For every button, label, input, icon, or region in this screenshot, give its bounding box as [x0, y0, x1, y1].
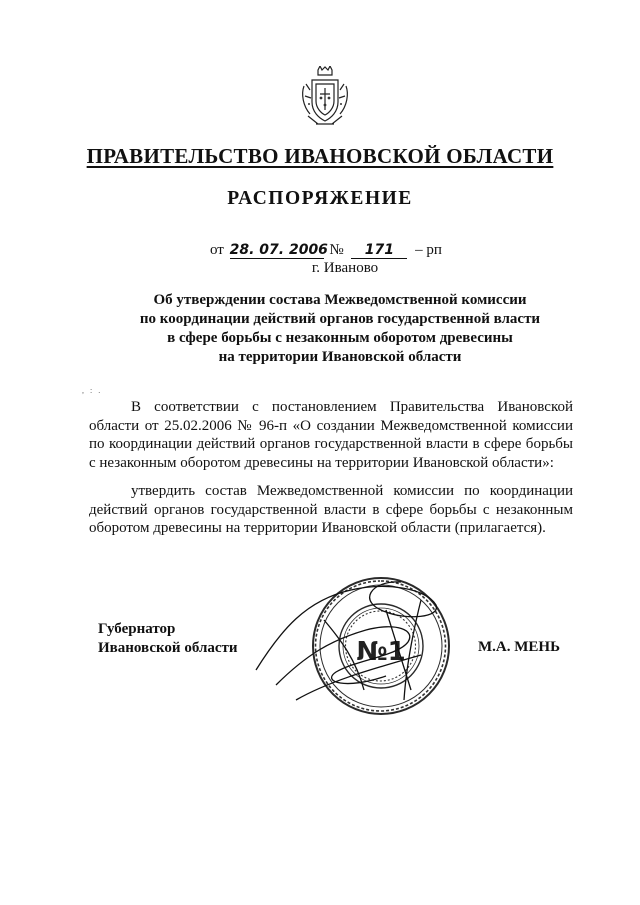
body-paragraph: утвердить состав Межведомственной комиссии по координации действий органов государственной власти в сфере борьбы с незаконным оборотом древесины на территории Ивановской области (прилагается). [89, 483, 573, 536]
document-subject [60, 291, 620, 367]
subject-line: в сфере борьбы с незаконным оборотом древесины [167, 330, 513, 346]
number-suffix: – рп [415, 242, 442, 258]
document-number: 171 [351, 242, 407, 259]
document-body [89, 398, 573, 538]
signer-position-line: Ивановской области [98, 640, 238, 656]
subject-line: по координации действий органов государственной власти [139, 311, 541, 327]
city: г. Иваново [311, 260, 379, 276]
subject-line: на территории Ивановской области [218, 349, 462, 365]
subject-line: Об утверждении состава Межведомственной комиссии [153, 292, 527, 308]
government-title: ПРАВИТЕЛЬСТВО ИВАНОВСКОЙ ОБЛАСТИ [86, 144, 554, 168]
signer-name: М.А. МЕНЬ [478, 639, 560, 655]
coat-of-arms-icon [300, 66, 350, 128]
official-stamp-with-signature [236, 560, 466, 720]
document-date: 28. 07. 2006 [229, 242, 328, 258]
document-number-line [210, 242, 442, 259]
signer-position [98, 620, 238, 658]
from-label: от [210, 242, 224, 258]
number-label: № [329, 242, 344, 258]
body-paragraph: В соответствии с постановлением Правительства Ивановской области от 25.02.2006 № 96-п «О создании Межведомственной комиссии по координации действий органов государственной власти в сфере борьбы с незаконным оборотом древесины на территории Ивановской области»: [89, 399, 573, 471]
signer-position-line: Губернатор [98, 621, 176, 637]
document-type: РАСПОРЯЖЕНИЕ [227, 188, 413, 209]
margin-mark: , : . [82, 386, 103, 395]
stamp-number: №1 [356, 637, 406, 667]
